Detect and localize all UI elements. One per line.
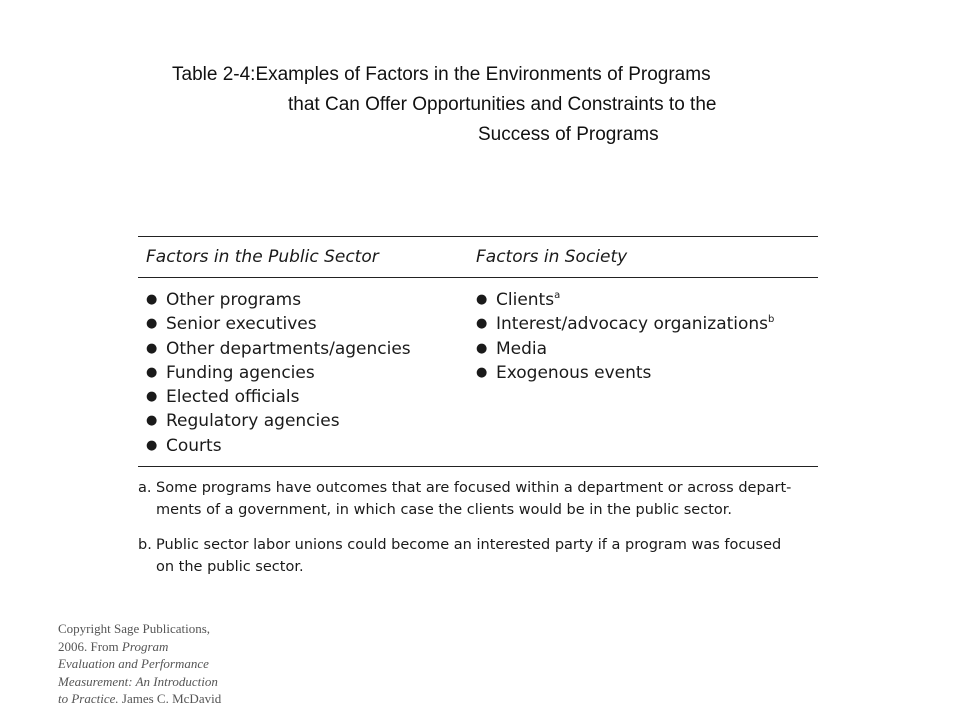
copyright-line [58, 655, 268, 673]
list-item-text: Courts [166, 435, 222, 456]
public-sector-list [146, 288, 411, 458]
copyright-text: 2006. From [58, 638, 122, 654]
footnote-b [138, 534, 816, 578]
list-item [146, 288, 411, 312]
list-item [146, 337, 411, 361]
footnote-mark: b. [138, 537, 152, 553]
list-item-text: Clients [496, 290, 555, 310]
copyright-line [58, 673, 268, 691]
list-item [476, 312, 774, 336]
copyright-author: James C. McDavid [118, 691, 222, 706]
bullet-icon: ● [146, 340, 158, 356]
footnote-text: Some programs have outcomes that are focused within a department or across depart- [156, 480, 792, 496]
bullet-icon: ● [146, 364, 158, 380]
bullet-icon: ● [146, 389, 158, 405]
copyright-book-title: to Practice. [58, 691, 119, 706]
bullet-icon: ● [476, 364, 488, 380]
list-item-text: Elected officials [166, 387, 300, 408]
copyright-book-title: Measurement: An Introduction [58, 673, 218, 689]
list-item [146, 361, 411, 385]
list-item-text: Funding agencies [166, 362, 315, 383]
table-footnotes [138, 467, 818, 578]
footnote-a [138, 477, 816, 521]
copyright-book-title: Evaluation and Performance [58, 656, 209, 671]
list-item [476, 288, 774, 312]
header-public-sector: Factors in the Public Sector [146, 247, 379, 267]
bullet-icon: ● [146, 316, 158, 332]
title-line-2: that Can Offer Opportunities and Constraints to the [288, 94, 717, 115]
factors-table [138, 236, 818, 591]
bullet-icon: ● [476, 292, 488, 307]
list-item-text: Other programs [166, 290, 302, 310]
list-item-text: Other departments/agencies [166, 338, 411, 359]
list-item-text: Senior executives [166, 314, 317, 335]
table-header-row [138, 237, 818, 277]
title-line-3: Success of Programs [478, 124, 659, 145]
footnote-marker: a [554, 290, 561, 301]
list-item [146, 385, 411, 409]
list-item-text: Interest/advocacy organizations [496, 314, 769, 335]
bullet-icon: ● [146, 292, 158, 307]
footnote-marker: b [768, 314, 775, 326]
bullet-icon: ● [146, 413, 158, 429]
table-body [138, 278, 818, 466]
copyright-notice [58, 620, 268, 708]
title-line-1: Table 2-4:Examples of Factors in the Environments of Programs [172, 64, 711, 85]
footnote-text: ments of a government, in which case the clients would be in the public sector. [156, 502, 732, 518]
list-item [146, 312, 411, 336]
footnote-mark: a. [138, 480, 152, 496]
footnote-text: on the public sector. [156, 559, 304, 575]
list-item [146, 409, 411, 433]
footnote-text: Public sector labor unions could become an interested party if a program was focused [156, 537, 782, 553]
header-society: Factors in Society [476, 247, 628, 267]
list-item-text: Media [496, 338, 548, 359]
copyright-line: Copyright Sage Publications, [58, 621, 211, 636]
bullet-icon: ● [476, 340, 488, 356]
society-list [476, 288, 774, 385]
copyright-book-title: Program [121, 638, 169, 654]
list-item [476, 337, 774, 361]
bullet-icon: ● [476, 316, 488, 332]
list-item [146, 434, 411, 458]
bullet-icon: ● [146, 437, 158, 453]
list-item [476, 361, 774, 385]
list-item-text: Exogenous events [496, 362, 652, 383]
copyright-line [58, 638, 268, 656]
copyright-line [58, 690, 268, 708]
list-item-text: Regulatory agencies [166, 411, 340, 432]
